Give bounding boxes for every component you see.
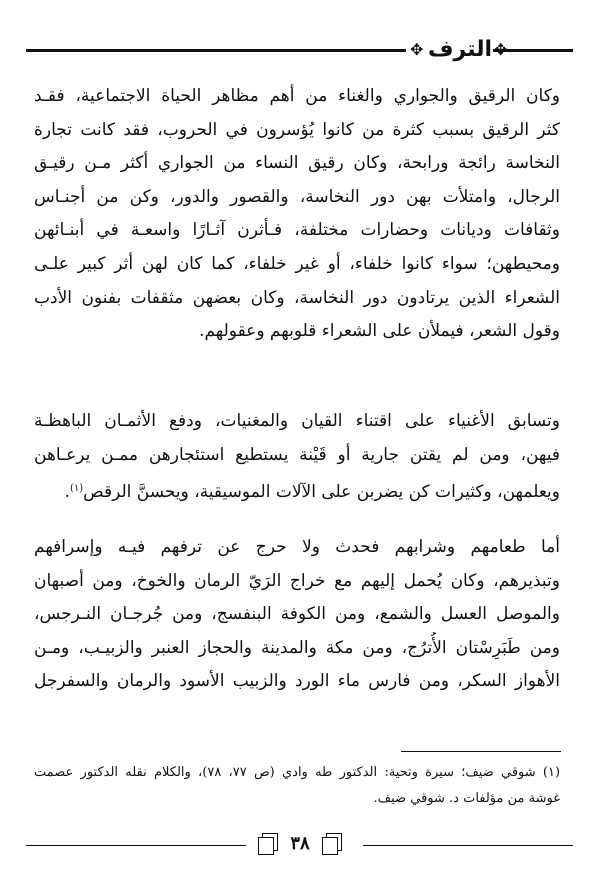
page-number: ٣٨ bbox=[290, 833, 310, 854]
footnote-separator bbox=[401, 751, 561, 752]
footnotes bbox=[34, 760, 560, 812]
text-line: فيهن، ومن لم يقتن جارية أو قَيْنة يستطيع استئجارهن ممـن يرعـاهن bbox=[34, 444, 560, 465]
footer-rule-right bbox=[363, 845, 573, 846]
text-line: ومن طَبَرِسْتان الأُترُج، ومن مكة والمدينة والحجاز العنبر والزبيـب، ومـن bbox=[34, 637, 560, 658]
text-line: ومحيطهن؛ سواء كانوا خلفاء، أو غير خلفاء، كما كان لهن أثر كبير علـى bbox=[34, 253, 560, 274]
footnote-line: (١) شوقي ضيف؛ سيرة وتحية: الدكتور طه وادي (ص ٧٧، ٧٨)، والكلام نقله الدكتور عصمت bbox=[34, 765, 560, 780]
paragraph-1 bbox=[34, 80, 560, 349]
text-line: أما طعامهم وشرابهم فحدث ولا حرج عن ترفهم فيـه وإسرافهم bbox=[34, 537, 560, 557]
book-icon bbox=[322, 833, 340, 853]
paragraph-2 bbox=[34, 405, 560, 506]
footer-rule-left bbox=[26, 845, 246, 846]
header-rule-right bbox=[493, 49, 573, 52]
chapter-title: الترف bbox=[428, 37, 493, 62]
text-line-content: ويعلمهن، وكثيرات كن يضربن على الآلات الموسيقية، ويحسنَّ الرقص bbox=[83, 482, 560, 503]
text-line: النخاسة رائجة ورابحة، وكان رقيق النساء من الجواري أكثر مـن رقيـق bbox=[34, 153, 560, 174]
paragraph-3 bbox=[34, 531, 560, 699]
book-icon bbox=[258, 833, 276, 853]
text-line: والموصل العسل والشمع، ومن الكوفة البنفسج، ومن جُرجـان النـرجس، bbox=[34, 604, 560, 625]
text-line: وثقافات وديانات وحضارات مختلفة، فـأثرن آثـارًا واسعـة في أبنـائهن bbox=[34, 220, 560, 241]
text-line: كثر الرقيق بسبب كثرة من كانوا يُؤسرون في الحروب، فقد كانت تجارة bbox=[34, 119, 560, 140]
text-line: وقول الشعر، فيملأن على الشعراء قلوبهم وعقولهم. bbox=[199, 321, 560, 342]
footnote-reference[interactable]: (١) bbox=[69, 483, 84, 495]
header-rule-left bbox=[26, 49, 406, 52]
footnote-line: غوشة من مؤلفات د. شوقي ضيف. bbox=[373, 791, 560, 806]
text-line: الشعراء الذين يرتادون دور النخاسة، وكان بعضهن مثقفات بفنون الأدب bbox=[34, 287, 560, 308]
running-header bbox=[26, 36, 573, 66]
text-line: وتسابق الأغنياء على اقتناء القيان والمغنيات، ودفع الأثمـان الباهظـة bbox=[34, 411, 560, 431]
text-line: الرجال، وامتلأت بهن دور النخاسة، والقصور والدور، وكن من أجنـاس bbox=[34, 186, 560, 207]
ornament-icon: ✥ bbox=[410, 40, 424, 59]
text-line: وتبذيرهم، وكان يُحمل إليهم مع خراج الرَيّ الرمان والخوخ، ومن أصبهان bbox=[34, 570, 560, 591]
text-line: ويعلمهن، وكثيرات كن يضربن على الآلات الموسيقية، ويحسنَّ الرقص$^{(١)}$. bbox=[64, 482, 560, 503]
ornament-icon: ✥ bbox=[494, 40, 508, 59]
page-footer bbox=[26, 830, 573, 860]
text-line: وكان الرقيق والجواري والغناء من أهم مظاهر الحياة الاجتماعية، فقـد bbox=[34, 86, 560, 106]
text-line: الأهواز السكر، ومن فارس ماء الورد والزبيب الأسود والرمان والسفرجل bbox=[34, 671, 560, 692]
